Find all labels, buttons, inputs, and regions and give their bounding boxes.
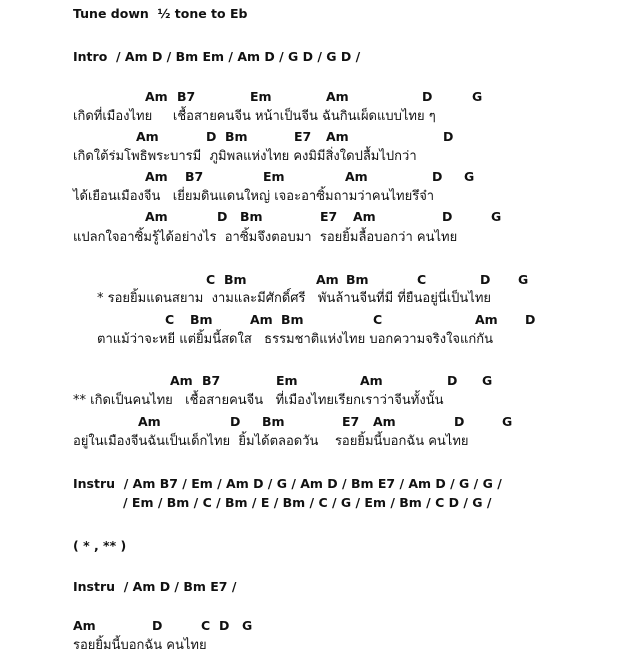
- chord: D: [230, 414, 241, 429]
- chord: C: [165, 312, 175, 327]
- chord: D: [206, 129, 217, 144]
- chord: G: [518, 272, 529, 287]
- chord: Am: [136, 129, 159, 144]
- chord: Am: [170, 373, 193, 388]
- lyric-line: แปลกใจอาซิ้มรู้ได้อย่างไร อาซิ้มจึงตอบมา รอยยิ้มลื้อบอกว่า คนไทย: [73, 230, 458, 245]
- chord: Bm: [224, 272, 247, 287]
- chord: Am: [475, 312, 498, 327]
- chord: C: [206, 272, 216, 287]
- chord: G: [502, 414, 513, 429]
- chord: Em: [250, 89, 272, 104]
- chord: Am: [345, 169, 368, 184]
- lyric-line: ตาแม้ว่าจะหยี แต่ยิ้มนี้สดใส ธรรมชาติแห่งไทย บอกความจริงใจแก่กัน: [97, 332, 494, 347]
- chord: D: [432, 169, 443, 184]
- chord: D: [217, 209, 228, 224]
- chord: Am: [316, 272, 339, 287]
- outro-lyric: รอยยิ้มนี้บอกฉัน คนไทย: [73, 638, 207, 653]
- chord: Bm: [281, 312, 304, 327]
- chord: Bm: [190, 312, 213, 327]
- chord: D: [219, 618, 230, 633]
- chord: Am: [73, 618, 96, 633]
- instru-line-1: Instru / Am B7 / Em / Am D / G / Am D / Bm E7 / Am D / G / G /: [73, 476, 502, 491]
- chord: Am: [353, 209, 376, 224]
- chord: D: [447, 373, 458, 388]
- chord: Am: [360, 373, 383, 388]
- repeat-marker: ( * , ** ): [73, 538, 127, 553]
- chord: Am: [250, 312, 273, 327]
- chord: C: [201, 618, 211, 633]
- chord: B7: [202, 373, 221, 388]
- chord: Am: [145, 89, 168, 104]
- chord: Em: [263, 169, 285, 184]
- chord: D: [443, 129, 454, 144]
- chord: D: [442, 209, 453, 224]
- chord: Bm: [225, 129, 248, 144]
- chord: D: [422, 89, 433, 104]
- lyric-line: เกิดที่เมืองไทย เชื้อสายคนจีน หน้าเป็นจีน ฉันกินเผ็ดแบบไทย ๆ: [73, 109, 436, 124]
- chord: G: [242, 618, 253, 633]
- chord: G: [472, 89, 483, 104]
- intro-line: Intro / Am D / Bm Em / Am D / G D / G D /: [73, 49, 361, 64]
- lyric-line: ได้เยือนเมืองจีน เยี่ยมดินแดนใหญ่ เจอะอาซิ้มถามว่าคนไทยรึจ๋า: [73, 189, 435, 204]
- chord: Bm: [262, 414, 285, 429]
- chord: C: [417, 272, 427, 287]
- chord: Am: [326, 89, 349, 104]
- lyric-line: อยู่ในเมืองจีนฉันเป็นเด็กไทย ยิ้มได้ตลอดวัน รอยยิ้มนี้บอกฉัน คนไทย: [73, 434, 469, 449]
- chord: Bm: [346, 272, 369, 287]
- chord: D: [480, 272, 491, 287]
- chord: E7: [294, 129, 312, 144]
- instru-line-3: Instru / Am D / Bm E7 /: [73, 579, 237, 594]
- tuning-note: Tune down ½ tone to Eb: [73, 6, 248, 21]
- chord: B7: [185, 169, 204, 184]
- instru-line-2: / Em / Bm / C / Bm / E / Bm / C / G / Em / Bm / C D / G /: [123, 495, 492, 510]
- chord: G: [464, 169, 475, 184]
- chord: D: [525, 312, 536, 327]
- chord: D: [152, 618, 163, 633]
- lyric-line: เกิดใต้ร่มโพธิพระบารมี ภูมิพลแห่งไทย คงมิมีสิ่งใดปลื้มไปกว่า: [73, 149, 417, 164]
- chord: G: [491, 209, 502, 224]
- lyric-line: * รอยยิ้มแดนสยาม งามและมีศักดิ์ศรี พันล้านจีนที่มี ที่ยืนอยู่นี่เป็นไทย: [97, 291, 492, 306]
- chord: G: [482, 373, 493, 388]
- chord: Am: [138, 414, 161, 429]
- chord: Bm: [240, 209, 263, 224]
- chord: Am: [145, 209, 168, 224]
- chord: Am: [145, 169, 168, 184]
- chord: D: [454, 414, 465, 429]
- chord: B7: [177, 89, 196, 104]
- chord: Am: [326, 129, 349, 144]
- chord: Am: [373, 414, 396, 429]
- chord: E7: [320, 209, 338, 224]
- chord: E7: [342, 414, 360, 429]
- lyric-line: ** เกิดเป็นคนไทย เชื้อสายคนจีน ที่เมืองไทยเรียกเราว่าจีนทั้งนั้น: [73, 393, 444, 408]
- chord: Em: [276, 373, 298, 388]
- chord: C: [373, 312, 383, 327]
